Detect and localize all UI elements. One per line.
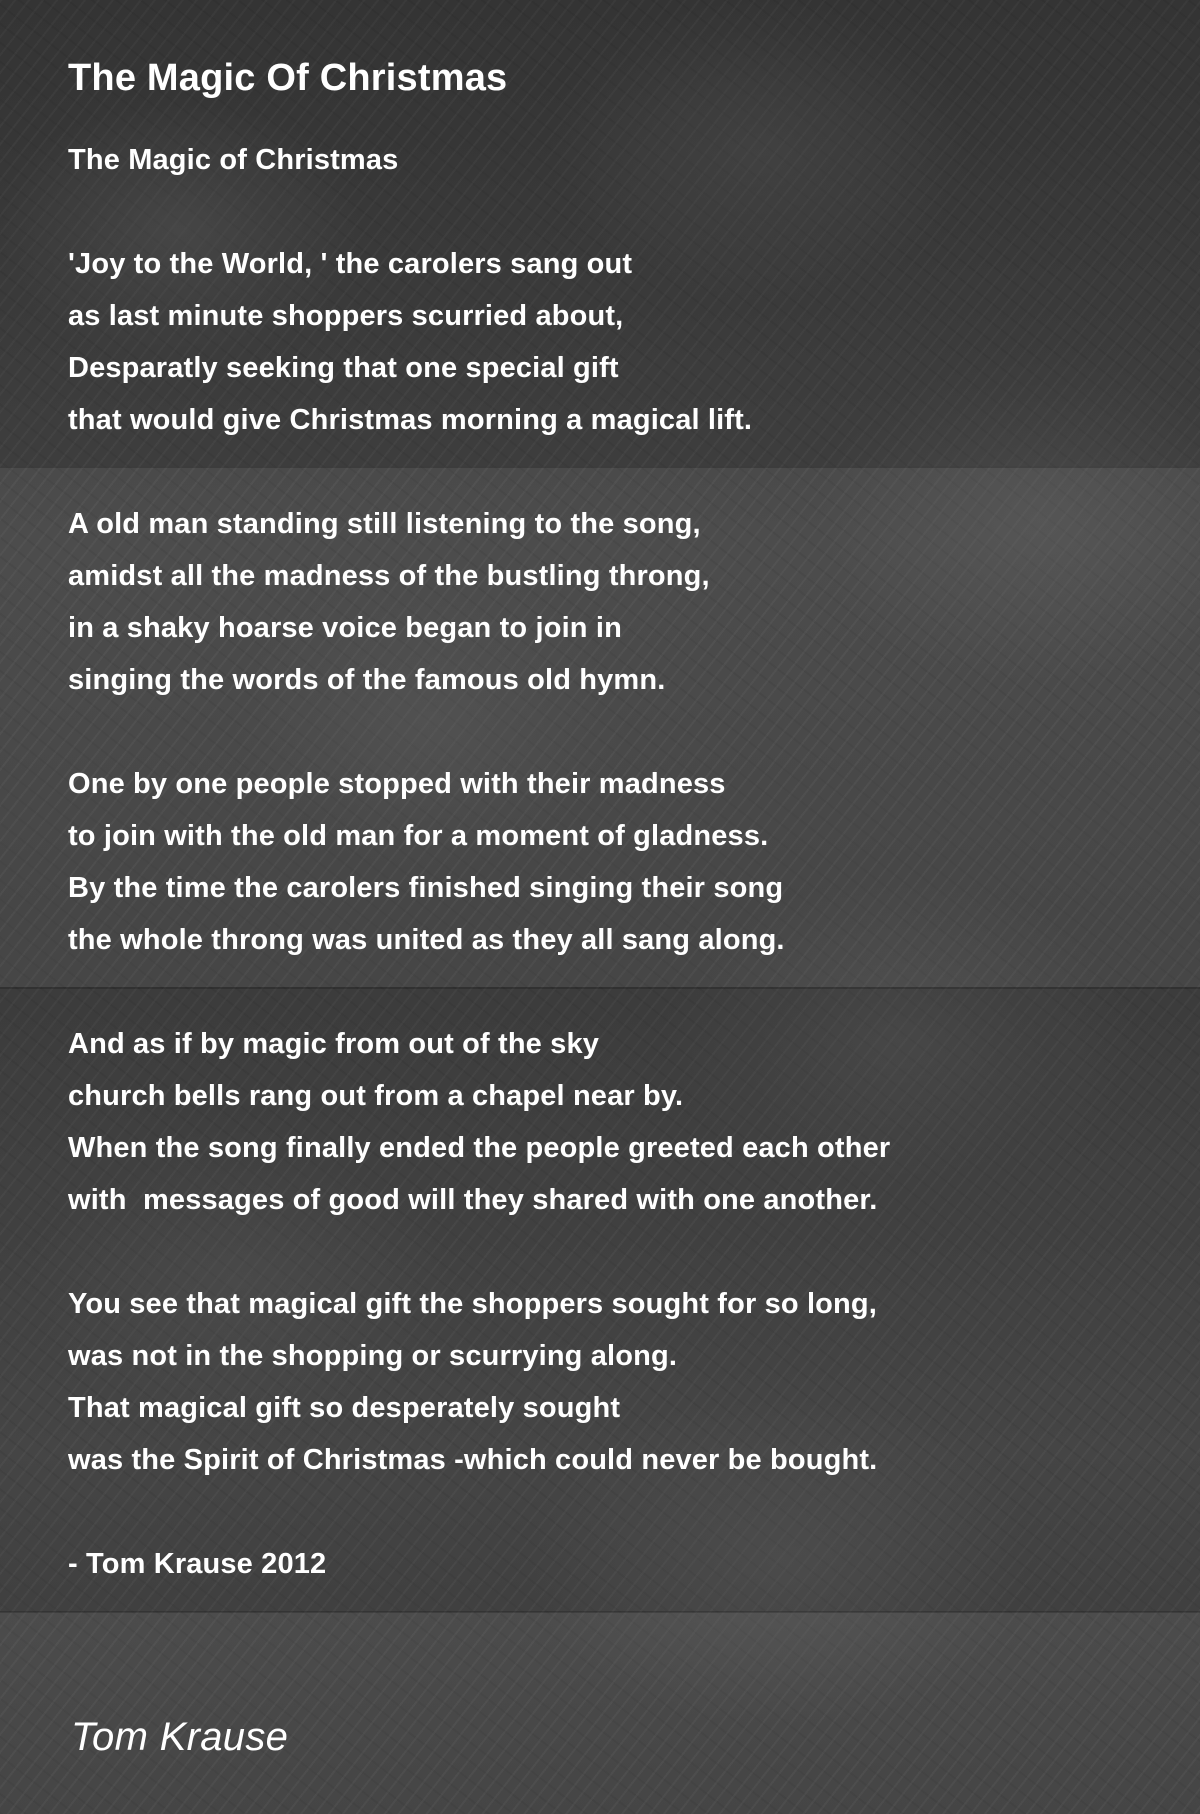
poem-line: You see that magical gift the shoppers sought for so long, — [68, 1288, 877, 1320]
poem-line: When the song finally ended the people greeted each other — [68, 1132, 891, 1164]
poem-line: By the time the carolers finished singing their song — [68, 872, 784, 904]
poem-line: A old man standing still listening to the song, — [68, 508, 701, 540]
band-divider — [0, 1611, 1200, 1613]
poem-line: that would give Christmas morning a magical lift. — [68, 404, 753, 436]
stanza-break — [68, 1486, 1148, 1538]
poem-line: And as if by magic from out of the sky — [68, 1028, 599, 1060]
stanza-break — [68, 966, 1148, 1018]
poem-line: - Tom Krause 2012 — [68, 1548, 327, 1580]
poem-line: church bells rang out from a chapel near by. — [68, 1080, 684, 1112]
author-name: Tom Krause — [71, 1715, 289, 1759]
poem-line: That magical gift so desperately sought — [68, 1392, 621, 1424]
poem-body — [68, 134, 1148, 1590]
poem-line: as last minute shoppers scurried about, — [68, 300, 624, 332]
poem-line: to join with the old man for a moment of gladness. — [68, 820, 769, 852]
poem-line: the whole throng was united as they all sang along. — [68, 924, 785, 956]
poem-line: in a shaky hoarse voice began to join in — [68, 612, 622, 644]
poem-content — [68, 46, 1148, 1590]
poem-line: was the Spirit of Christmas -which could never be bought. — [68, 1444, 878, 1476]
poem-title: The Magic Of Christmas — [68, 57, 508, 99]
poem-line: Desparatly seeking that one special gift — [68, 352, 619, 384]
stanza-break — [68, 446, 1148, 498]
stanza-break — [68, 706, 1148, 758]
poem-line: with messages of good will they shared with one another. — [68, 1184, 878, 1216]
stanza-break — [68, 186, 1148, 238]
poem-line: singing the words of the famous old hymn. — [68, 664, 666, 696]
poem-line: amidst all the madness of the bustling throng, — [68, 560, 710, 592]
poem-line: One by one people stopped with their madness — [68, 768, 726, 800]
poem-line: The Magic of Christmas — [68, 144, 399, 176]
poem-line: 'Joy to the World, ' the carolers sang out — [68, 248, 633, 280]
stanza-break — [68, 1226, 1148, 1278]
poem-line: was not in the shopping or scurrying along. — [68, 1340, 678, 1372]
